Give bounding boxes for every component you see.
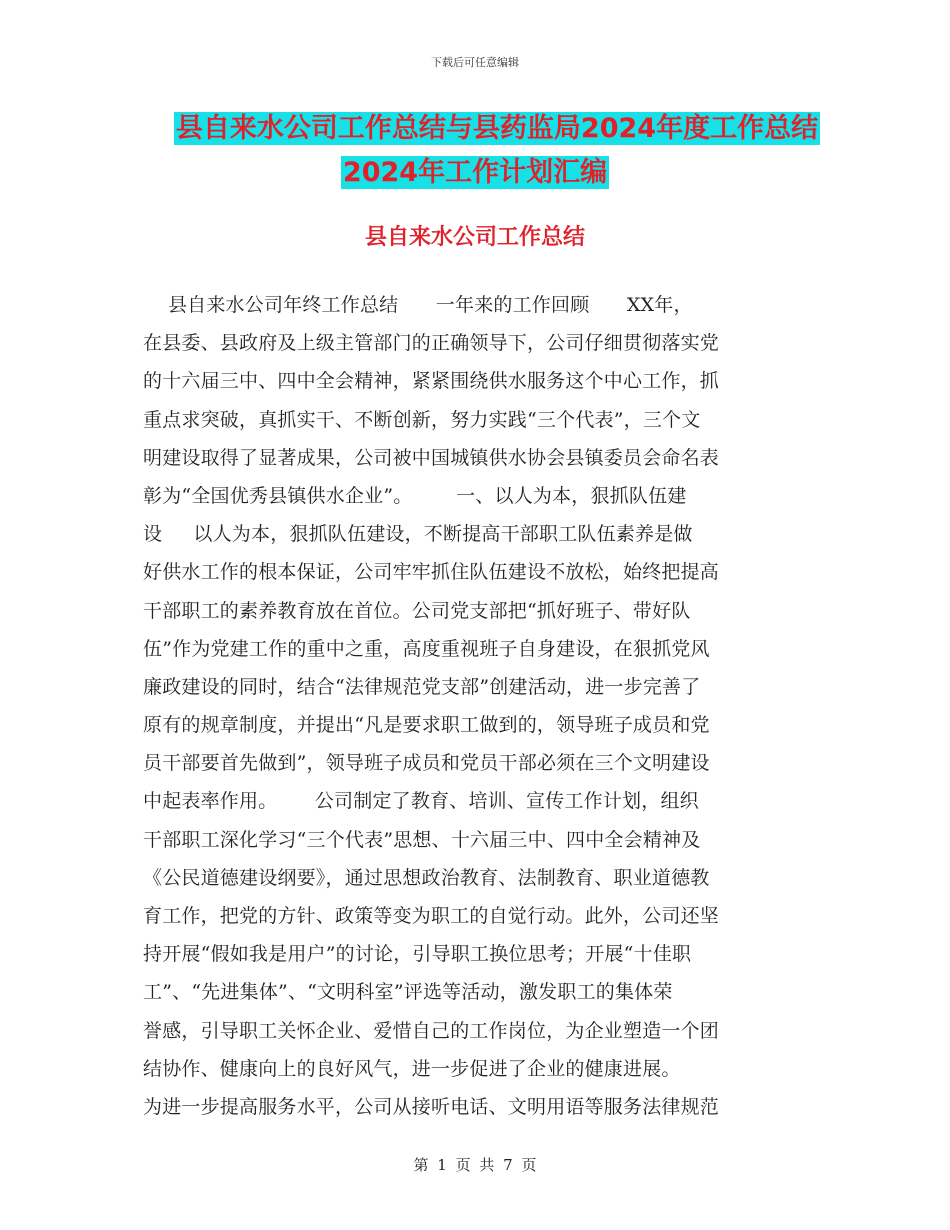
body-line: 伍”作为党建工作的重中之重，高度重视班子自身建设，在狠抓党风 (143, 637, 710, 660)
document-title-line-2 (0, 155, 950, 191)
body-line: 县自来水公司年终工作总结 一年来的工作回顾 XX年， (143, 294, 693, 316)
body-line: 明建设取得了显著成果，公司被中国城镇供水协会县镇委员会命名表 (143, 446, 720, 469)
body-line: 廉政建设的同时，结合“法律规范党支部”创建活动，进一步完善了 (143, 675, 701, 698)
body-line: 员干部要首先做到”，领导班子成员和党员干部必须在三个文明建设 (143, 752, 710, 775)
body-line: 工”、“先进集体”、“文明科室”评选等活动，激发职工的集体荣 (143, 981, 673, 1004)
body-text (143, 286, 803, 1126)
body-line: 持开展“假如我是用户”的讨论，引导职工换位思考；开展“十佳职 (143, 943, 692, 966)
section-title: 县自来水公司工作总结 (364, 225, 585, 250)
document-title-text-2: 2024年工作计划汇编 (342, 157, 608, 188)
body-line: 干部职工的素养教育放在首位。公司党支部把“抓好班子、带好队 (143, 599, 691, 622)
body-line: 结协作、健康向上的良好风气，进一步促进了企业的健康进展。 (143, 1057, 681, 1080)
body-line: 好供水工作的根本保证，公司牢牢抓住队伍建设不放松，始终把提高 (143, 561, 720, 584)
body-line: 在县委、县政府及上级主管部门的正确领导下，公司仔细贯彻落实党 (143, 332, 720, 355)
document-title-line-1 (22, 111, 950, 147)
body-line: 育工作，把党的方针、政策等变为职工的自觉行动。此外，公司还坚 (143, 905, 720, 927)
body-line: 誉感，引导职工关怀企业、爱惜自己的工作岗位，为企业塑造一个团 (143, 1019, 720, 1042)
body-line: 彰为“全国优秀县镇供水企业”。 一、以人为本，狠抓队伍建 (143, 484, 687, 507)
body-line: 原有的规章制度，并提出“凡是要求职工做到的，领导班子成员和党 (143, 714, 710, 737)
body-line: 《公民道德建设纲要》，通过思想政治教育、法制教育、职业道德教 (143, 866, 710, 889)
body-line: 重点求突破，真抓实干、不断创新，努力实践“三个代表”，三个文 (143, 408, 701, 431)
body-line: 设 以人为本，狠抓队伍建设，不断提高干部职工队伍素养是做 (143, 523, 693, 546)
body-line: 中起表率作用。 公司制定了教育、培训、宣传工作计划，组织 (143, 790, 699, 813)
header-note: 下载后可任意编辑 (431, 56, 519, 69)
page-number-footer: 第 1 页 共 7 页 (413, 1156, 537, 1174)
body-line: 的十六届三中、四中全会精神，紧紧围绕供水服务这个中心工作，抓 (143, 370, 720, 393)
body-line: 为进一步提高服务水平，公司从接听电话、文明用语等服务法律规范 (143, 1095, 720, 1118)
document-title-text-1: 县自来水公司工作总结与县药监局2024年度工作总结 (175, 113, 819, 144)
body-line: 干部职工深化学习“三个代表”思想、十六届三中、四中全会精神及 (143, 828, 701, 851)
